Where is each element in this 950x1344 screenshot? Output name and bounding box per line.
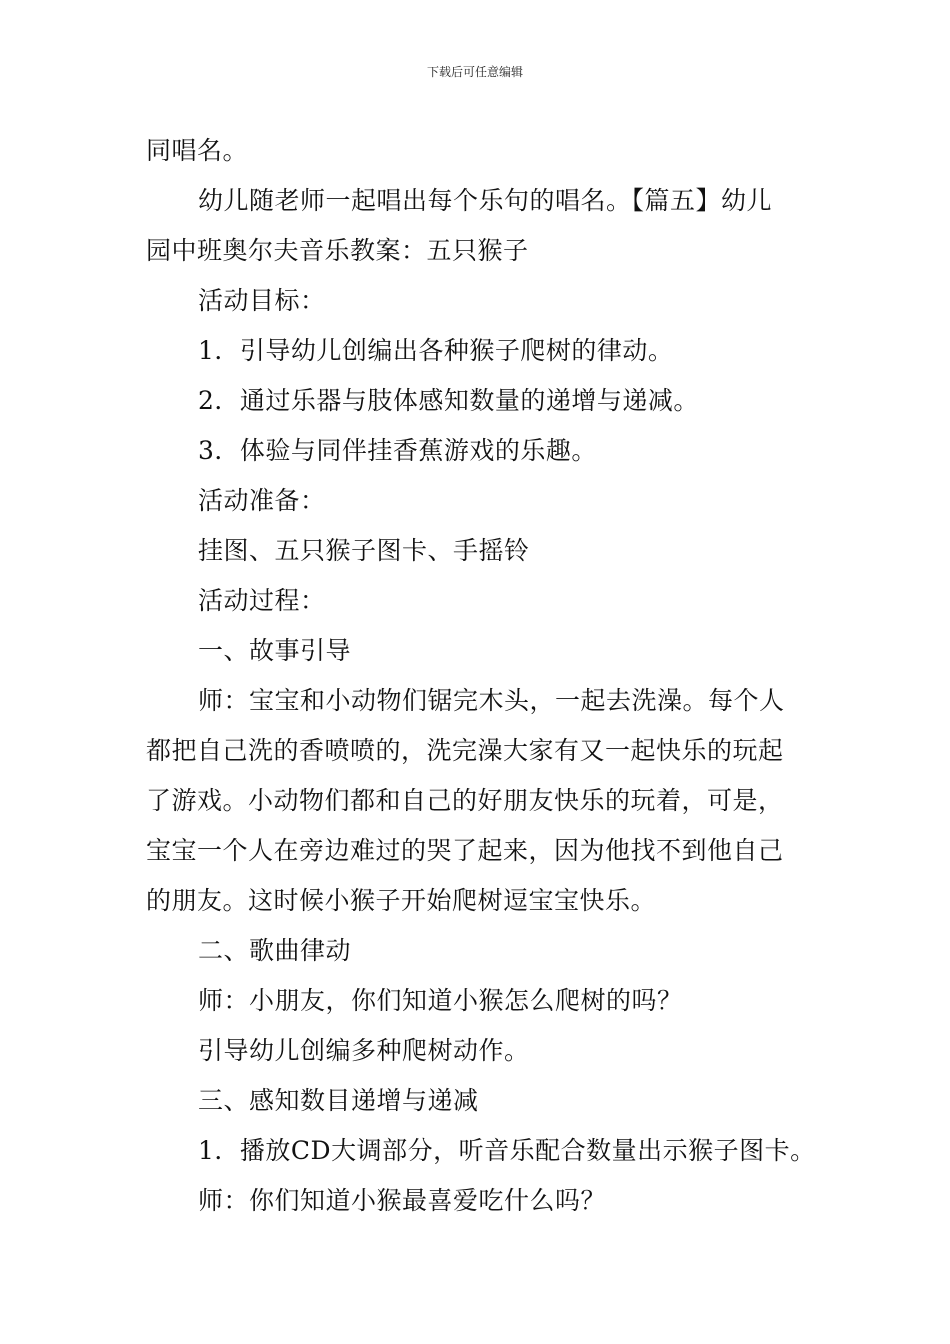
list-item: 3．体验与同伴挂香蕉游戏的乐趣。 bbox=[198, 436, 597, 465]
section-heading: 活动过程： bbox=[198, 586, 326, 615]
section-heading: 一、故事引导 bbox=[198, 636, 352, 665]
text-line: 园中班奥尔夫音乐教案：五只猴子 bbox=[146, 236, 529, 265]
text-line: 都把自己洗的香喷喷的，洗完澡大家有又一起快乐的玩起 bbox=[146, 736, 784, 765]
section-heading: 三、感知数目递增与递减 bbox=[198, 1086, 479, 1115]
text-line: 宝宝一个人在旁边难过的哭了起来，因为他找不到他自己 bbox=[146, 836, 784, 865]
text-line: 幼儿随老师一起唱出每个乐句的唱名。【篇五】幼儿 bbox=[198, 186, 773, 215]
text-line: 了游戏。小动物们都和自己的好朋友快乐的玩着，可是， bbox=[146, 786, 784, 815]
text-line: 引导幼儿创编多种爬树动作。 bbox=[198, 1036, 530, 1065]
list-item: 1．播放CD大调部分，听音乐配合数量出示猴子图卡。 bbox=[198, 1136, 816, 1165]
list-item: 2．通过乐器与肢体感知数量的递增与递减。 bbox=[198, 386, 699, 415]
text-line: 师：你们知道小猴最喜爱吃什么吗？ bbox=[198, 1186, 607, 1215]
document-body bbox=[146, 126, 816, 1226]
text-line: 的朋友。这时候小猴子开始爬树逗宝宝快乐。 bbox=[146, 886, 657, 915]
page-header: 下载后可任意编辑 bbox=[426, 65, 523, 79]
list-item: 1．引导幼儿创编出各种猴子爬树的律动。 bbox=[198, 336, 674, 365]
section-heading: 活动准备： bbox=[198, 486, 326, 515]
text-line: 挂图、五只猴子图卡、手摇铃 bbox=[198, 536, 530, 565]
section-heading: 二、歌曲律动 bbox=[198, 936, 352, 965]
section-heading: 活动目标： bbox=[198, 286, 326, 315]
text-line: 同唱名。 bbox=[146, 136, 249, 165]
text-line: 师：宝宝和小动物们锯完木头，一起去洗澡。每个人 bbox=[198, 686, 785, 715]
text-line: 师：小朋友，你们知道小猴怎么爬树的吗？ bbox=[198, 986, 683, 1015]
